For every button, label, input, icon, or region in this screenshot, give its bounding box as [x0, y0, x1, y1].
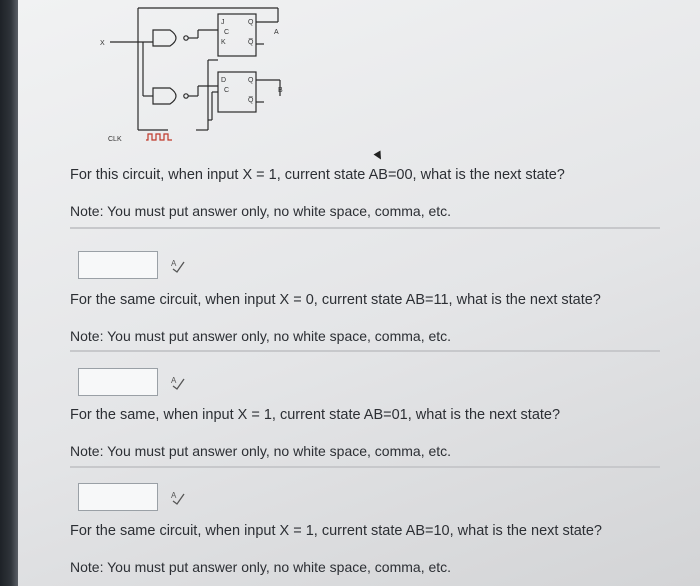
question-text: For this circuit, when input X = 1, current state AB=00, what is the next state?	[70, 167, 565, 183]
diagram-clk-label: CLK	[108, 136, 122, 143]
output-b-label: B	[278, 87, 283, 94]
question-2	[70, 291, 670, 345]
question-note: Note: You must put answer only, no white space, comma, etc.	[70, 559, 452, 575]
pin-d: D	[221, 77, 227, 84]
mouse-pointer-icon	[374, 151, 385, 162]
pin-q-top: Q	[248, 19, 254, 26]
pin-j: J	[221, 19, 225, 26]
spellcheck-icon[interactable]	[170, 257, 186, 273]
question-note: Note: You must put answer only, no white space, comma, etc.	[70, 203, 452, 219]
spellcheck-icon[interactable]	[170, 489, 186, 505]
circuit-diagram	[78, 0, 308, 150]
answer-input-3[interactable]	[78, 483, 158, 511]
answer-row-3	[78, 480, 186, 514]
question-1	[70, 166, 670, 220]
quiz-page	[18, 0, 700, 586]
pin-k: K	[221, 39, 226, 46]
spellcheck-icon[interactable]	[170, 374, 186, 390]
answer-input-1[interactable]	[78, 251, 158, 279]
pin-c-top: C	[224, 29, 230, 36]
question-note: Note: You must put answer only, no white space, comma, etc.	[70, 328, 452, 344]
pin-q-bottom: Q	[248, 77, 254, 84]
question-text: For the same circuit, when input X = 0, current state AB=11, what is the next state?	[70, 292, 601, 308]
pin-c-bottom: C	[224, 87, 230, 94]
bottom-gate	[153, 88, 176, 104]
top-gate	[153, 30, 176, 46]
diagram-x-label: X	[100, 40, 105, 47]
svg-text:A: A	[171, 376, 177, 385]
question-note: Note: You must put answer only, no white space, comma, etc.	[70, 443, 452, 459]
output-a-label: A	[274, 29, 279, 36]
question-text: For the same circuit, when input X = 1, current state AB=10, what is the next state?	[70, 523, 602, 539]
question-4	[70, 522, 670, 576]
pin-qbar-bottom: Q̅	[248, 97, 254, 104]
svg-text:A: A	[171, 259, 177, 268]
divider	[70, 227, 660, 229]
divider	[70, 466, 660, 468]
svg-text:A: A	[171, 491, 177, 500]
answer-row-1	[78, 248, 186, 282]
answer-input-2[interactable]	[78, 368, 158, 396]
question-3	[70, 406, 670, 460]
clock-waveform	[146, 134, 172, 140]
divider	[70, 350, 660, 352]
pin-qbar-top: Q̅	[248, 39, 254, 46]
top-gate-bubble	[184, 36, 188, 40]
question-text: For the same, when input X = 1, current state AB=01, what is the next state?	[70, 407, 561, 423]
answer-row-2	[78, 365, 186, 399]
screen-bezel	[0, 0, 18, 586]
